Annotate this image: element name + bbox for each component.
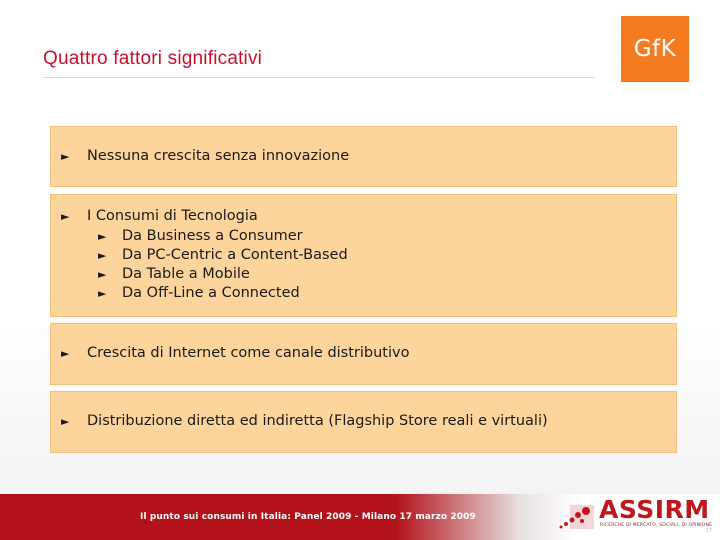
gfk-logo-text: GfK — [633, 36, 677, 62]
title-rule — [43, 77, 595, 78]
gfk-logo — [621, 16, 689, 82]
bullet-arrow-icon: ► — [61, 149, 70, 163]
bullet-text: Crescita di Internet come canale distributivo — [87, 345, 410, 361]
page-number: 17 — [705, 528, 712, 534]
bullet-arrow-icon: ► — [61, 209, 70, 223]
slide-title: Quattro fattori significativi — [43, 48, 263, 69]
bullet-text: I Consumi di Tecnologia — [87, 208, 258, 224]
assirm-brand: ASSIRM — [599, 495, 710, 524]
bullet-arrow-icon: ► — [98, 286, 107, 300]
assirm-logo-dots-icon — [556, 503, 596, 535]
bullet-text: Distribuzione diretta ed indiretta (Flagship Store reali e virtuali) — [87, 413, 548, 429]
bullet-arrow-icon: ► — [98, 229, 107, 243]
bullet-box-4 — [50, 391, 677, 453]
bullet-arrow-icon: ► — [98, 248, 107, 262]
bullet-text: Nessuna crescita senza innovazione — [87, 148, 350, 164]
bullet-box-2 — [50, 194, 677, 317]
assirm-tagline: RICERCHE DI MERCATO, SOCIALI, DI OPINIONE — [600, 523, 713, 528]
bullet-box-3 — [50, 323, 677, 385]
bullet-arrow-icon: ► — [98, 267, 107, 281]
bullet-arrow-icon: ► — [61, 346, 70, 360]
footer-text: Il punto sui consumi in Italia: Panel 2009 - Milano 17 marzo 2009 — [140, 512, 476, 522]
sub-bullet-text: Da Table a Mobile — [122, 266, 250, 282]
bullet-box-1 — [50, 126, 677, 187]
sub-bullet-text: Da PC-Centric a Content-Based — [122, 247, 348, 263]
sub-bullet-text: Da Business a Consumer — [122, 228, 303, 244]
sub-bullet-text: Da Off-Line a Connected — [122, 285, 300, 301]
bullet-arrow-icon: ► — [61, 414, 70, 428]
